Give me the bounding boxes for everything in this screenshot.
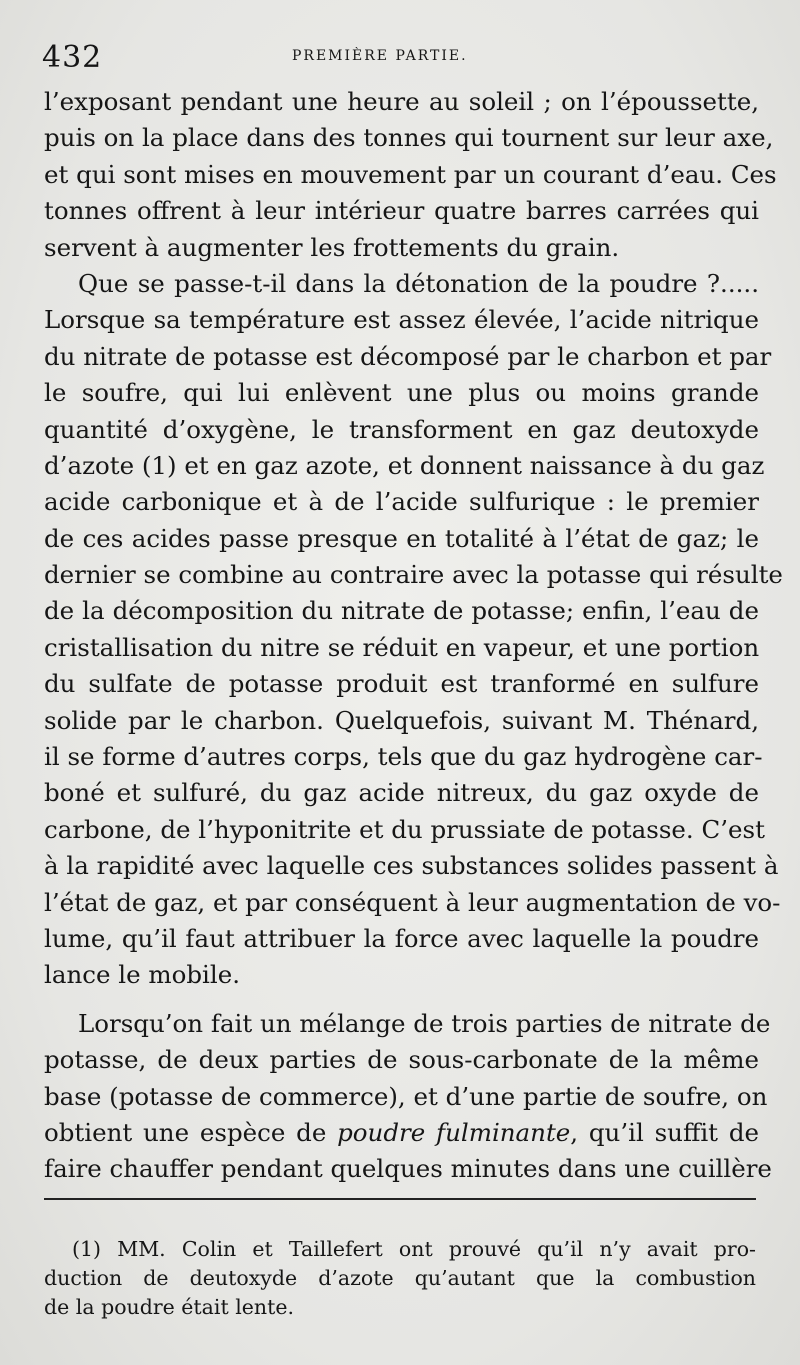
text-line: l’exposant pendant une heure au soleil ; on l’époussette, xyxy=(44,87,759,116)
text-line: tonnes offrent à leur intérieur quatre barres carrées qui xyxy=(44,196,759,226)
text-line: potasse, de deux parties de sous-carbonate de la même xyxy=(44,1045,759,1075)
text-line: de la décomposition du nitrate de potasse; enfin, l’eau de xyxy=(44,596,759,626)
text-line: boné et sulfuré, du gaz acide nitreux, du gaz oxyde de xyxy=(44,778,759,808)
text-line: il se forme d’autres corps, tels que du gaz hydrogène car- xyxy=(44,742,763,772)
footnote xyxy=(44,1235,756,1322)
text-line: le soufre, qui lui enlèvent une plus ou moins grande xyxy=(44,378,759,408)
text-line: puis on la place dans des tonnes qui tournent sur leur axe, xyxy=(44,123,774,153)
text-line: acide carbonique et à de l’acide sulfurique : le premier xyxy=(44,487,759,517)
text-line xyxy=(44,1115,759,1151)
text-segment: obtient une espèce de xyxy=(44,1117,338,1147)
text-line: carbone, de l’hyponitrite et du prussiate de potasse. C’est xyxy=(44,814,765,844)
text-line: Lorsqu’on fait un mélange de trois parties de nitrate de xyxy=(78,1008,771,1038)
text-line: à la rapidité avec laquelle ces substances solides passent à xyxy=(44,851,779,881)
emphasized-term: poudre fulminante xyxy=(337,1117,571,1147)
text-line: cristallisation du nitre se réduit en vapeur, et une portion xyxy=(44,632,760,662)
text-line: Lorsque sa température est assez élevée, l’acide nitrique xyxy=(44,305,759,335)
footnote-divider xyxy=(44,1198,756,1200)
text-line: du nitrate de potasse est décomposé par le charbon et par xyxy=(44,341,772,371)
text-line: solide par le charbon. Quelquefois, suivant M. Thénard, xyxy=(44,705,759,735)
footnote-line: (1) MM. Colin et Taillefert ont prouvé qu’il n’y avait pro- xyxy=(72,1237,756,1261)
text-line: l’état de gaz, et par conséquent à leur augmentation de vo- xyxy=(44,887,781,917)
footnote-line: duction de deutoxyde d’azote qu’autant que la combustion xyxy=(44,1266,756,1290)
text-line: dernier se combine au contraire avec la potasse qui résulte xyxy=(44,560,783,590)
text-line: base (potasse de commerce), et d’une partie de soufre, on xyxy=(44,1081,768,1111)
text-line: quantité d’oxygène, le transforment en gaz deutoxyde xyxy=(44,414,759,444)
section-title: PREMIÈRE PARTIE. xyxy=(292,48,468,64)
text-line: Que se passe-t-il dans la détonation de la poudre ?..... xyxy=(78,268,759,298)
body-text xyxy=(44,84,783,1188)
text-line: lance le mobile. xyxy=(44,960,240,990)
text-segment: , qu’il suffit de xyxy=(570,1117,760,1147)
text-line: et qui sont mises en mouvement par un courant d’eau. Ces xyxy=(44,159,777,189)
text-line: faire chauffer pendant quelques minutes dans une cuillère xyxy=(44,1154,772,1184)
text-line: d’azote (1) et en gaz azote, et donnent naissance à du gaz xyxy=(44,450,765,480)
text-line: du sulfate de potasse produit est tranformé en sulfure xyxy=(44,669,759,699)
footnote-line: de la poudre était lente. xyxy=(44,1295,294,1319)
text-line: servent à augmenter les frottements du grain. xyxy=(44,232,620,262)
text-line: de ces acides passe presque en totalité à l’état de gaz; le xyxy=(44,523,759,553)
page-number: 432 xyxy=(42,40,103,75)
running-head xyxy=(42,34,762,74)
text-line: lume, qu’il faut attribuer la force avec laquelle la poudre xyxy=(44,923,759,953)
